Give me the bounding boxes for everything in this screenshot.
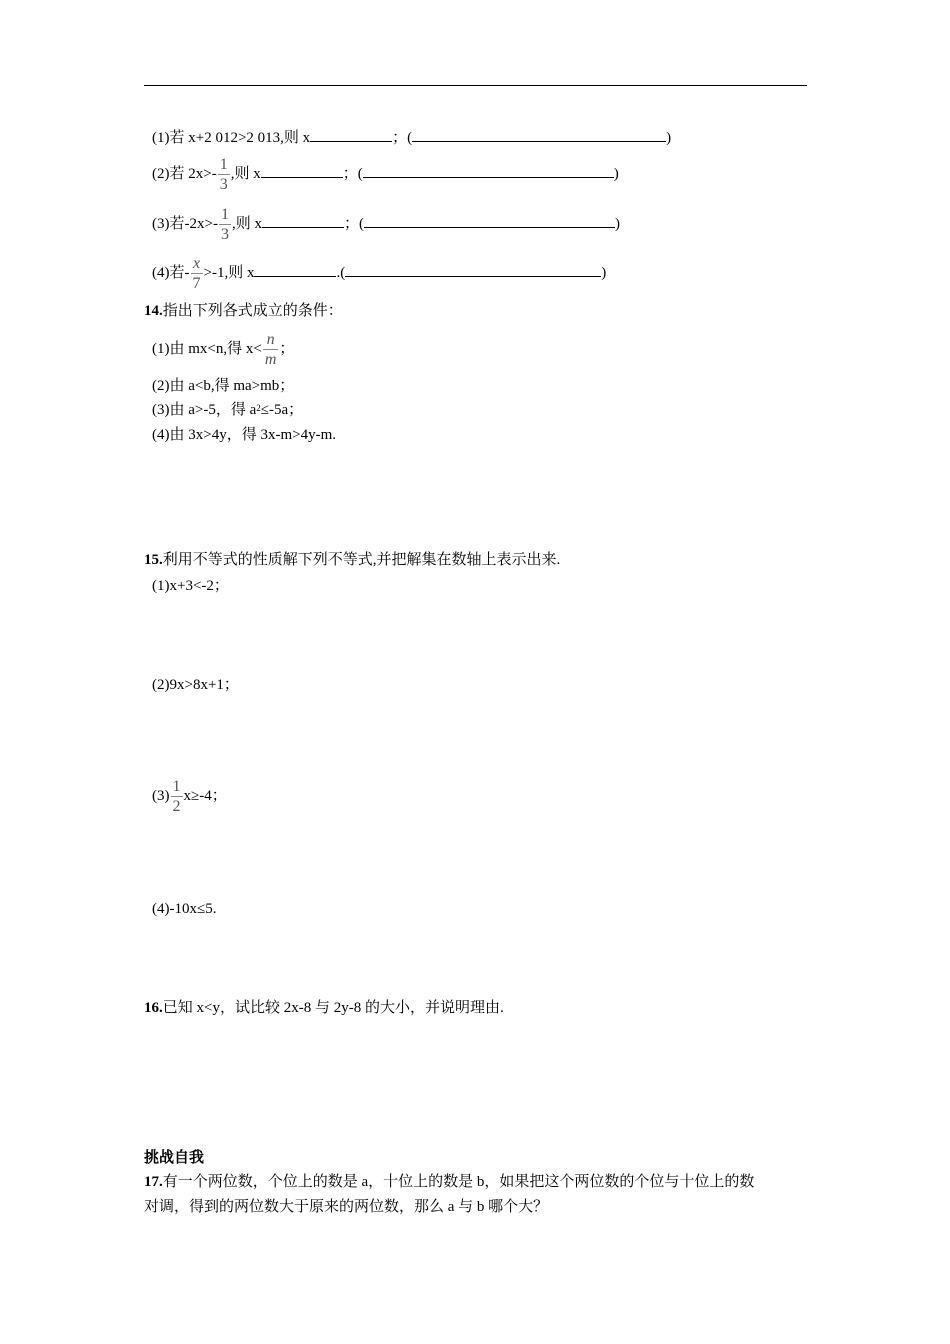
fraction	[171, 777, 183, 816]
q14-part4: (4)由 3x>4y，得 3x-m>4y-m.	[152, 427, 336, 443]
fraction-denominator: 2	[172, 798, 181, 816]
reason-blank[interactable]	[364, 213, 615, 228]
question-text: 指出下列各式成立的条件：	[162, 303, 343, 319]
fraction-denominator: 3	[219, 176, 228, 194]
q14-part3	[152, 400, 303, 420]
q13-part1	[152, 127, 671, 148]
reason-blank[interactable]	[345, 262, 601, 277]
fraction-denominator: 7	[192, 275, 201, 293]
answer-blank[interactable]	[262, 213, 344, 228]
q13-part4-sep: .(	[336, 265, 346, 281]
q13-part2	[152, 155, 619, 194]
q14-part3-text: (3)由 a>-5，得 a	[152, 402, 257, 418]
reason-blank[interactable]	[363, 163, 614, 178]
question-number: 17.	[144, 1174, 163, 1190]
q13-part3-text: (3)若-2x>-	[152, 216, 218, 232]
q15-part4: (4)-10x≤5.	[152, 901, 217, 917]
question-number: 15.	[144, 552, 163, 568]
reason-blank[interactable]	[412, 127, 666, 142]
fraction-numerator: n	[266, 331, 275, 349]
q15-part2: (2)9x>8x+1；	[152, 677, 239, 693]
q13-part2-sep: ；(	[342, 166, 363, 182]
q13-part4	[152, 254, 606, 293]
answer-blank[interactable]	[254, 262, 336, 277]
fraction-denominator: m	[264, 351, 277, 369]
q15-heading	[144, 550, 560, 570]
fraction	[263, 330, 279, 369]
q14-part1-end: ；	[279, 341, 295, 357]
q15-part3-text: (3)	[152, 788, 170, 804]
q13-part3-mid: ,则 x	[231, 216, 262, 232]
q14-part1	[152, 329, 294, 369]
question-number: 16.	[144, 1000, 163, 1016]
header-rule	[144, 85, 807, 86]
q13-part1-sep: ；(	[392, 130, 413, 146]
q13-part2-end: )	[613, 166, 619, 182]
fraction-numerator: 1	[219, 156, 228, 174]
fraction	[191, 254, 203, 293]
answer-blank[interactable]	[261, 163, 343, 178]
q14-part1-text: (1)由 mx<n,得 x<	[152, 341, 262, 357]
exponent: 2	[256, 403, 261, 413]
question-number: 14.	[144, 303, 163, 319]
q14-part2: (2)由 a<b,得 ma>mb；	[152, 378, 295, 394]
question-text: 已知 x<y，试比较 2x-8 与 2y-8 的大小，并说明理由.	[162, 1000, 504, 1016]
q17-line1	[144, 1172, 754, 1192]
q16-heading	[144, 998, 504, 1018]
q13-part4-text: (4)若-	[152, 265, 190, 281]
fraction	[219, 205, 231, 244]
q15-part1: (1)x+3<-2；	[152, 578, 229, 594]
question-text: 利用不等式的性质解下列不等式,并把解集在数轴上表示出来.	[162, 552, 561, 568]
fraction-denominator: 3	[220, 226, 229, 244]
q13-part4-mid: >-1,则 x	[203, 265, 255, 281]
q13-part1-text: (1)若 x+2 012>2 013,则 x	[152, 130, 311, 146]
question-text: 有一个两位数，个位上的数是 a，十位上的数是 b，如果把这个两位数的个位与十位上的数	[162, 1174, 755, 1190]
q13-part3-sep: ；(	[343, 216, 364, 232]
fraction	[218, 155, 230, 194]
q13-part1-end: )	[666, 130, 672, 146]
fraction-numerator: x	[192, 255, 201, 273]
q13-part2-text: (2)若 2x>-	[152, 166, 217, 182]
q13-part2-mid: ,则 x	[230, 166, 261, 182]
q15-part3-post: x≥-4；	[183, 788, 227, 804]
q14-part3-post: ≤-5a；	[260, 402, 304, 418]
challenge-heading: 挑战自我	[144, 1150, 205, 1166]
fraction-numerator: 1	[172, 778, 181, 796]
q13-part3-end: )	[614, 216, 620, 232]
q17-line2: 对调，得到的两位数大于原来的两位数，那么 a 与 b 哪个大？	[144, 1199, 549, 1215]
q13-part3	[152, 205, 620, 244]
answer-blank[interactable]	[310, 127, 392, 142]
fraction-numerator: 1	[220, 206, 229, 224]
q15-part3	[152, 776, 227, 816]
q14-heading	[144, 301, 343, 321]
q13-part4-end: )	[601, 265, 607, 281]
